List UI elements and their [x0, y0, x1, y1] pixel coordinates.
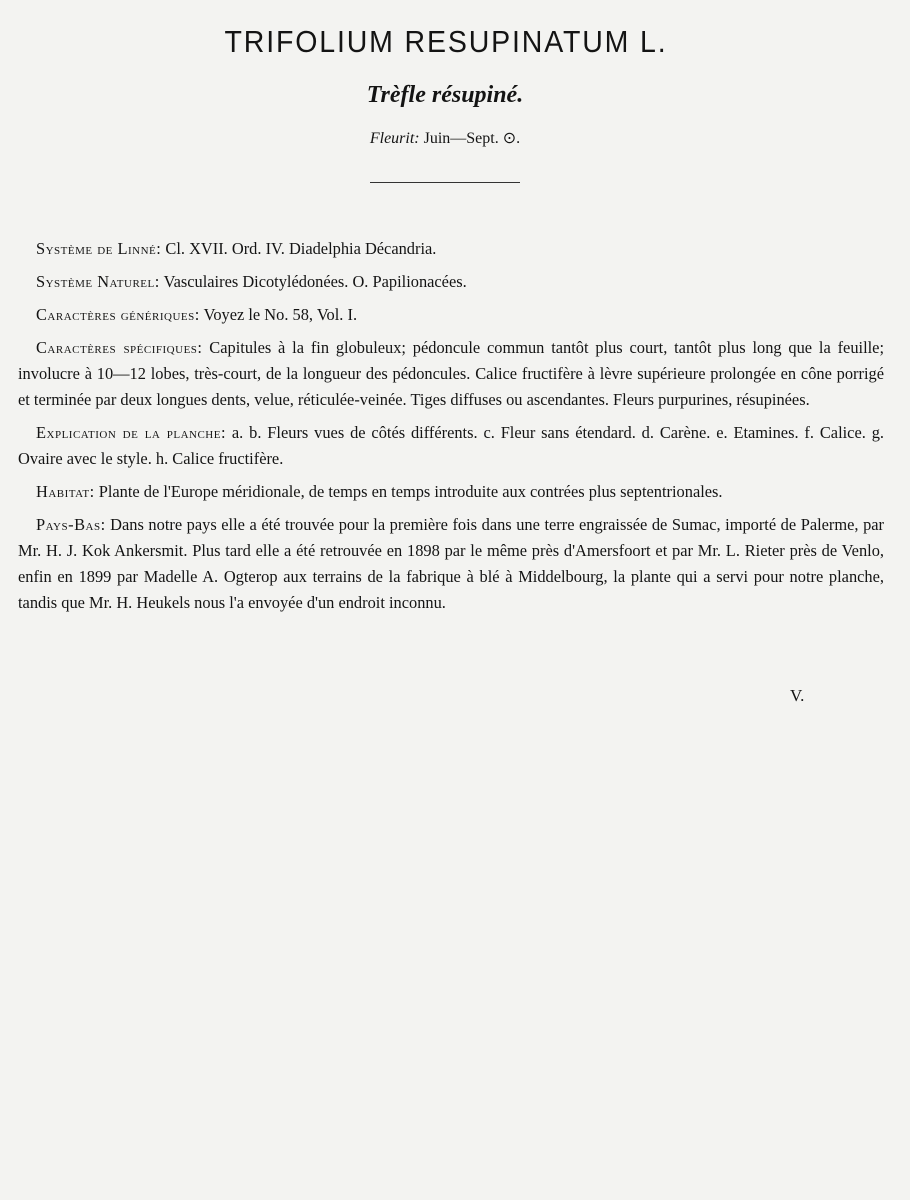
flowering-value: Juin—Sept. ⊙.	[423, 130, 521, 147]
paragraph-text: Capitules à la fin globuleux; pédoncule commun tantôt plus court, tantôt plus long que la feuille; involucre à 10—12 lobes, très-court, de la longueur des pédoncules. Calice fructifère à lèvre supérieure prolongée en cône porrigé et terminée par deux longues dents, velue, réticulée-veinée. Tiges diffuses ou ascendantes. Fleurs purpurines, résupinées.	[18, 338, 885, 409]
paragraph-text: Cl. XVII. Ord. IV. Diadelphia Décandria.	[161, 239, 437, 258]
title-divider	[370, 182, 520, 183]
paragraph-text: Voyez le No. 58, Vol. I.	[199, 305, 358, 324]
paragraph-label: Pays-Bas:	[36, 515, 106, 534]
paragraph-explication	[18, 420, 884, 472]
paragraph-habitat	[18, 479, 884, 505]
flowering-label: Fleurit:	[369, 130, 420, 147]
paragraph-text: Vasculaires Dicotylédonées. O. Papilionacées.	[159, 272, 467, 291]
paragraph-text: a. b. Fleurs vues de côtés différents. c. Fleur sans étendard. d. Carène. e. Etamines. f. Calice. g. Ovaire avec le style. h. Calice fructifère.	[18, 423, 884, 468]
paragraph-specifiques	[18, 335, 884, 413]
paragraph-linne	[18, 236, 884, 262]
paragraph-label: Habitat:	[36, 482, 95, 501]
description-body	[18, 236, 884, 623]
paragraph-naturel	[18, 269, 884, 295]
common-name: Trèfle résupiné.	[366, 82, 524, 108]
paragraph-text: Dans notre pays elle a été trouvée pour la première fois dans une terre engraissée de Sumac, importé de Palerme, par Mr. H. J. Kok Ankersmit. Plus tard elle a été retrouvée en 1898 par le même près d'Amersfoort et par Mr. L. Rieter près de Venlo, enfin en 1899 par Madelle A. Ogterop aux terrains de la fabrique à blé à Middelbourg, la plante qui a servi pour notre planche, tandis que Mr. H. Heukels nous l'a envoyée d'un endroit inconnu.	[18, 515, 884, 612]
paragraph-label: Caractères spécifiques:	[36, 338, 203, 357]
paragraph-label: Explication de la planche:	[36, 423, 227, 442]
paragraph-pays-bas	[18, 512, 884, 616]
paragraph-text: Plante de l'Europe méridionale, de temps en temps introduite aux contrées plus septentrionales.	[94, 482, 723, 501]
species-title: TRIFOLIUM RESUPINATUM L.	[224, 24, 668, 59]
flowering-line	[0, 128, 890, 148]
paragraph-generiques	[18, 302, 884, 328]
author-signature: V.	[790, 686, 805, 705]
paragraph-label: Système de Linné:	[36, 239, 162, 258]
paragraph-label: Système Naturel:	[36, 272, 160, 291]
paragraph-label: Caractères génériques:	[36, 305, 200, 324]
